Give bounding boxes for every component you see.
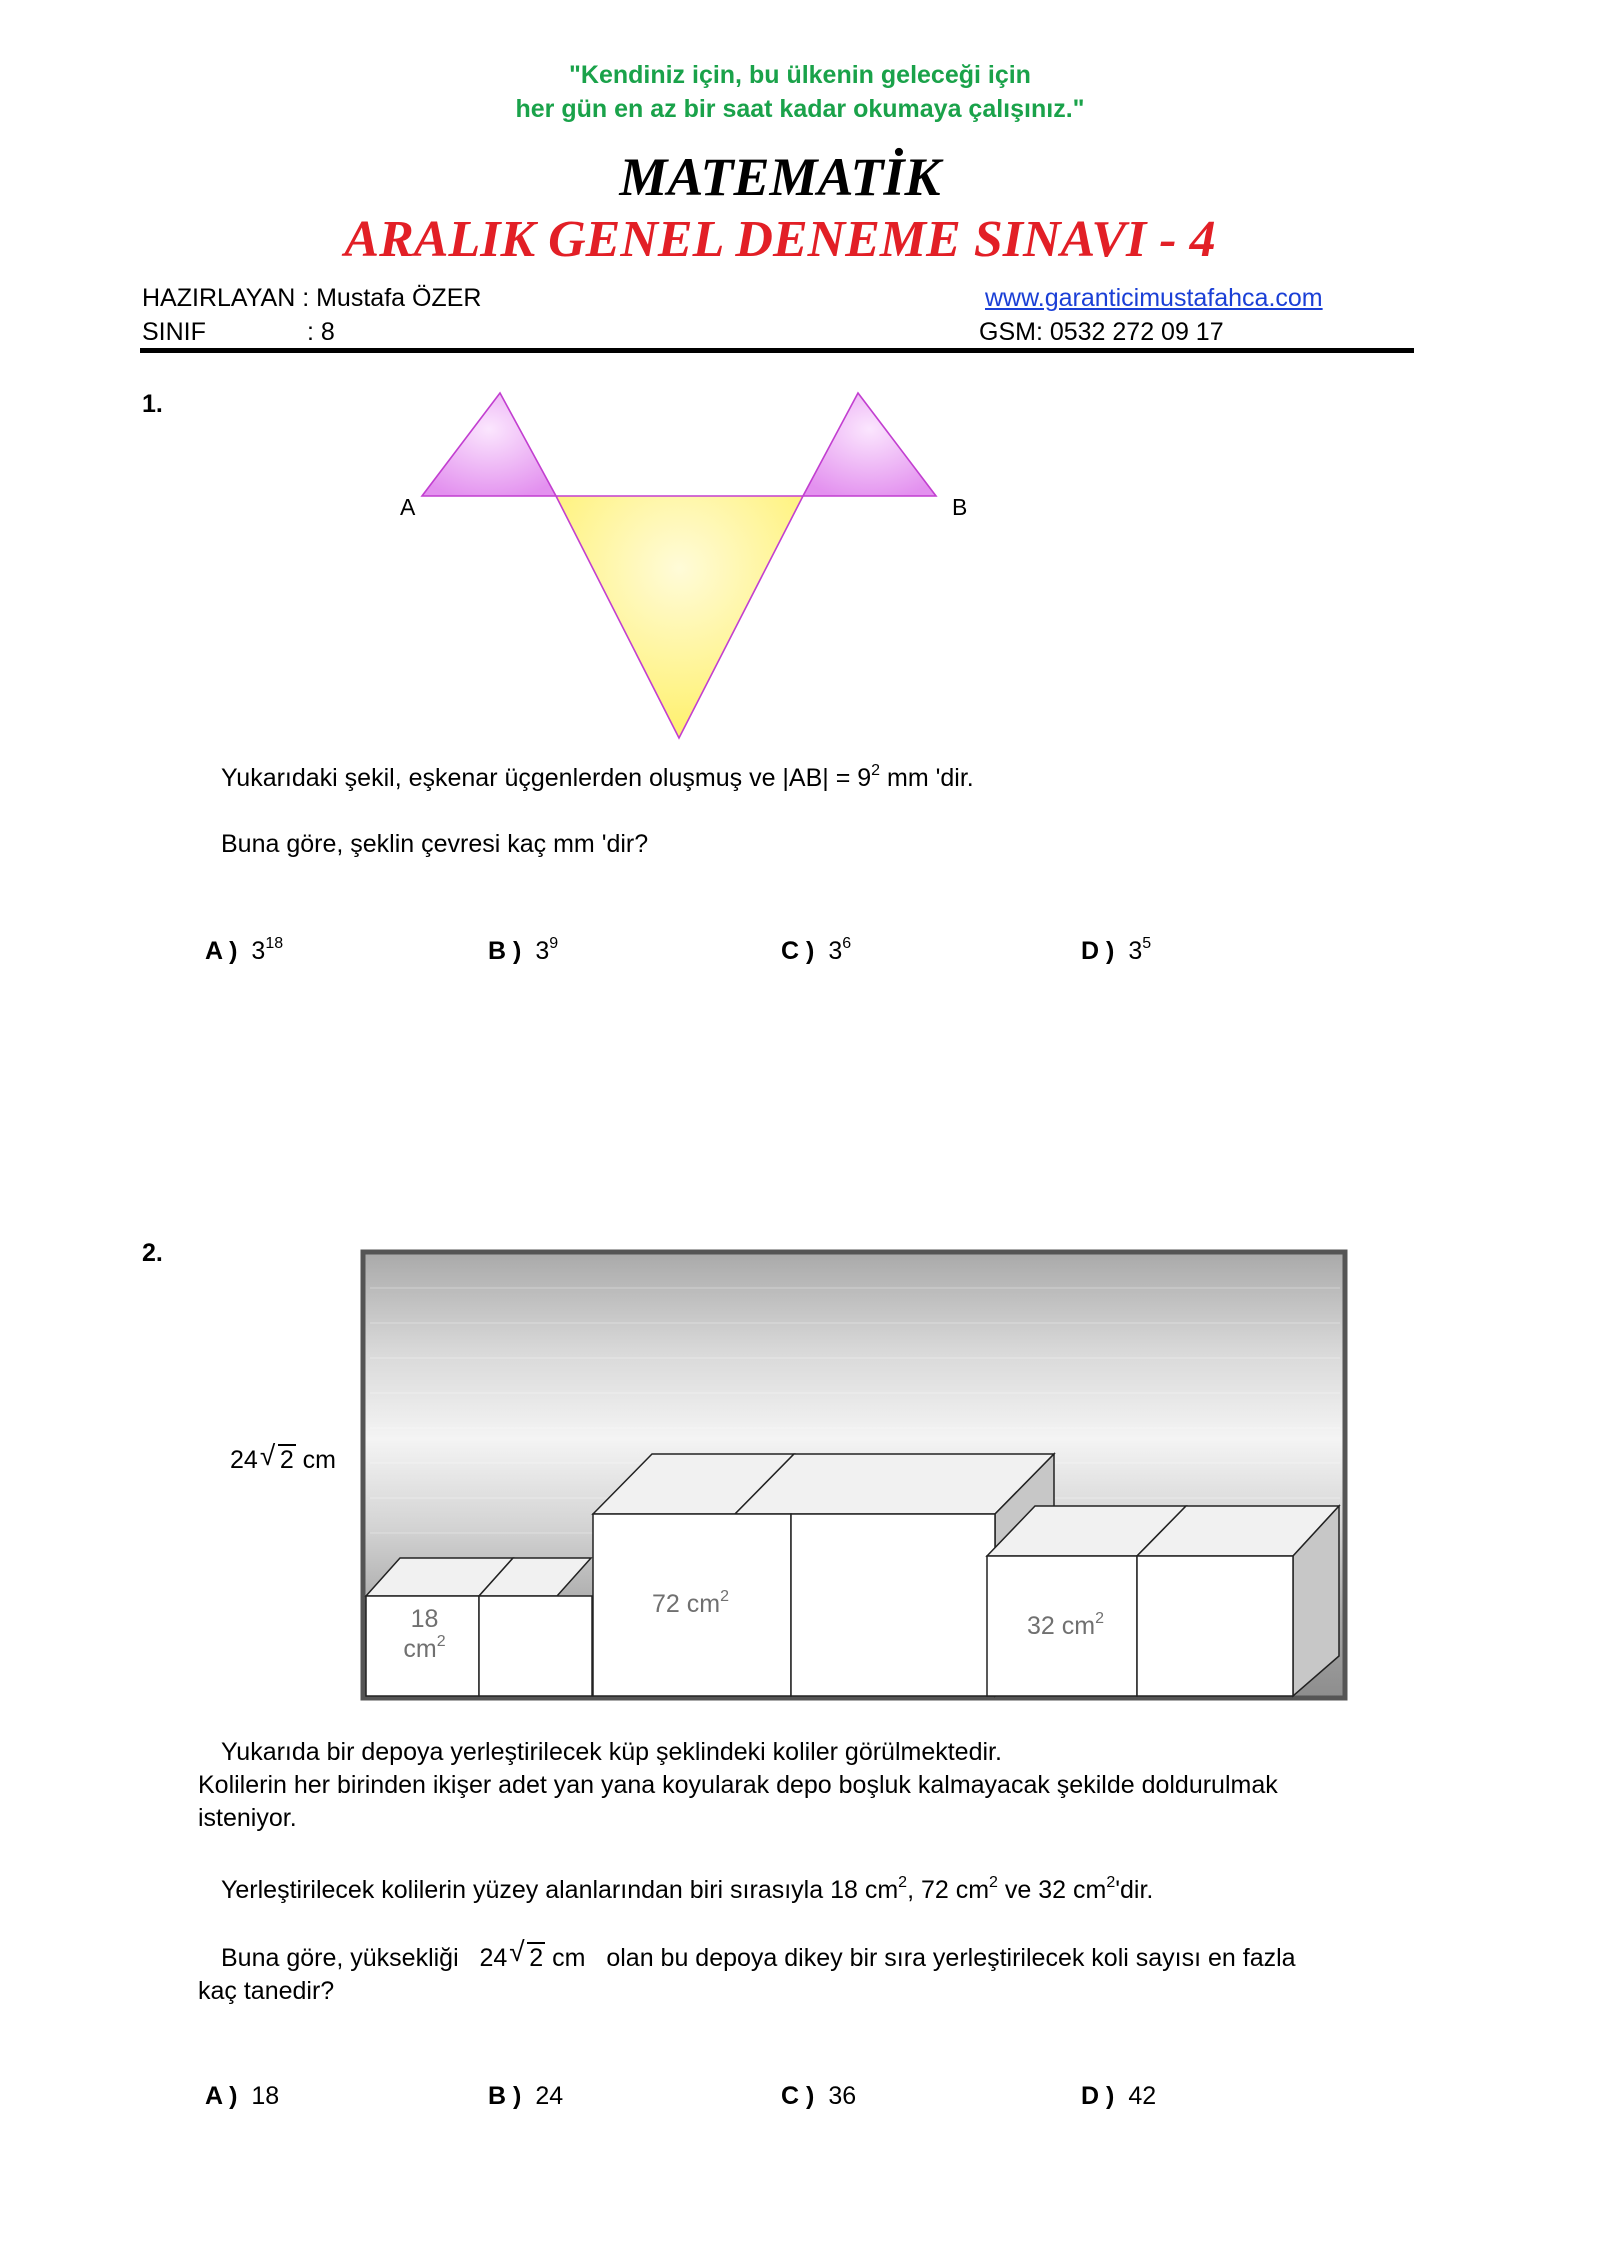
medium-box-2 <box>1137 1556 1293 1696</box>
q1-text-2: Buna göre, şeklin çevresi kaç mm 'dir? <box>221 830 649 858</box>
q2-text-1: Yukarıda bir depoya yerleştirilecek küp şeklindeki koliler görülmektedir. <box>221 1738 1002 1766</box>
medium-box-area-label: 32 $cm^2$ <box>1027 1610 1104 1640</box>
q1-option-b[interactable]: B ) $3^9$ <box>488 935 559 965</box>
author-label: HAZIRLAYAN : Mustafa ÖZER <box>142 284 482 312</box>
q1-option-c[interactable]: C ) $3^6$ <box>781 935 852 965</box>
q2-option-d[interactable]: D ) 42 <box>1081 2082 1157 2110</box>
point-a-label: A <box>400 494 416 520</box>
subject-title: MATEMATİK <box>619 147 941 207</box>
large-box-2 <box>791 1514 995 1696</box>
q2-text-2: Kolilerin her birinden ikişer adet yan yana koyularak depo boşluk kalmayacak şekilde doldurulmak <box>198 1771 1278 1799</box>
q2-text-5: Buna göre, yüksekliği 24 √ 2 cm olan bu depoya dikey bir sıra yerleştirilecek koli sayısı en fazla <box>221 1936 1296 1972</box>
question-1-number: 1. <box>142 390 163 418</box>
q1-text-1: Yukarıdaki şekil, eşkenar üçgenlerden oluşmuş ve $|AB| = 9^2$ mm 'dir. <box>221 762 974 792</box>
q2-option-a[interactable]: A ) 18 <box>205 2082 280 2110</box>
website-link[interactable]: www.garanticimustafahca.com <box>985 284 1323 312</box>
q1-option-d[interactable]: D ) $3^5$ <box>1081 935 1152 965</box>
exam-title: ARALIK GENEL DENEME SINAVI - 4 <box>344 211 1216 268</box>
q2-text-6: kaç tanedir? <box>198 1977 335 2005</box>
q2-warehouse-figure <box>360 1248 1350 1704</box>
q1-option-a[interactable]: A ) $3^{18}$ <box>205 935 284 965</box>
q2-option-b[interactable]: B ) 24 <box>488 2082 564 2110</box>
quote-line-2: her gün en az bir saat kadar okumaya çalışınız." <box>515 95 1085 123</box>
q2-option-c[interactable]: C ) 36 <box>781 2082 857 2110</box>
q2-text-4: Yerleştirilecek kolilerin yüzey alanlarından biri sırasıyla 18 $cm^2$, 72 $cm^2$ ve 32 $cm^2'dir$. <box>221 1874 1154 1904</box>
q2-text-3: isteniyor. <box>198 1804 297 1832</box>
header-divider <box>140 348 1414 353</box>
small-box-area-label: 18 $cm^2$ <box>403 1605 446 1663</box>
large-box-area-label: 72 $cm^2$ <box>652 1588 729 1618</box>
gsm-number: GSM: 0532 272 09 17 <box>979 318 1224 346</box>
class-label: SINIF <box>142 318 206 346</box>
right-pink-triangle <box>803 393 936 496</box>
small-box-2 <box>479 1596 592 1696</box>
warehouse-height-label: 24 √ 2 cm <box>230 1440 336 1474</box>
left-pink-triangle <box>422 393 556 496</box>
quote-line-1: "Kendiniz için, bu ülkenin geleceği için <box>569 61 1031 89</box>
point-b-label: B <box>952 494 968 520</box>
q1-triangle-figure <box>400 380 960 750</box>
class-value: : 8 <box>307 318 335 346</box>
question-2-number: 2. <box>142 1239 163 1267</box>
center-yellow-triangle <box>556 496 803 738</box>
